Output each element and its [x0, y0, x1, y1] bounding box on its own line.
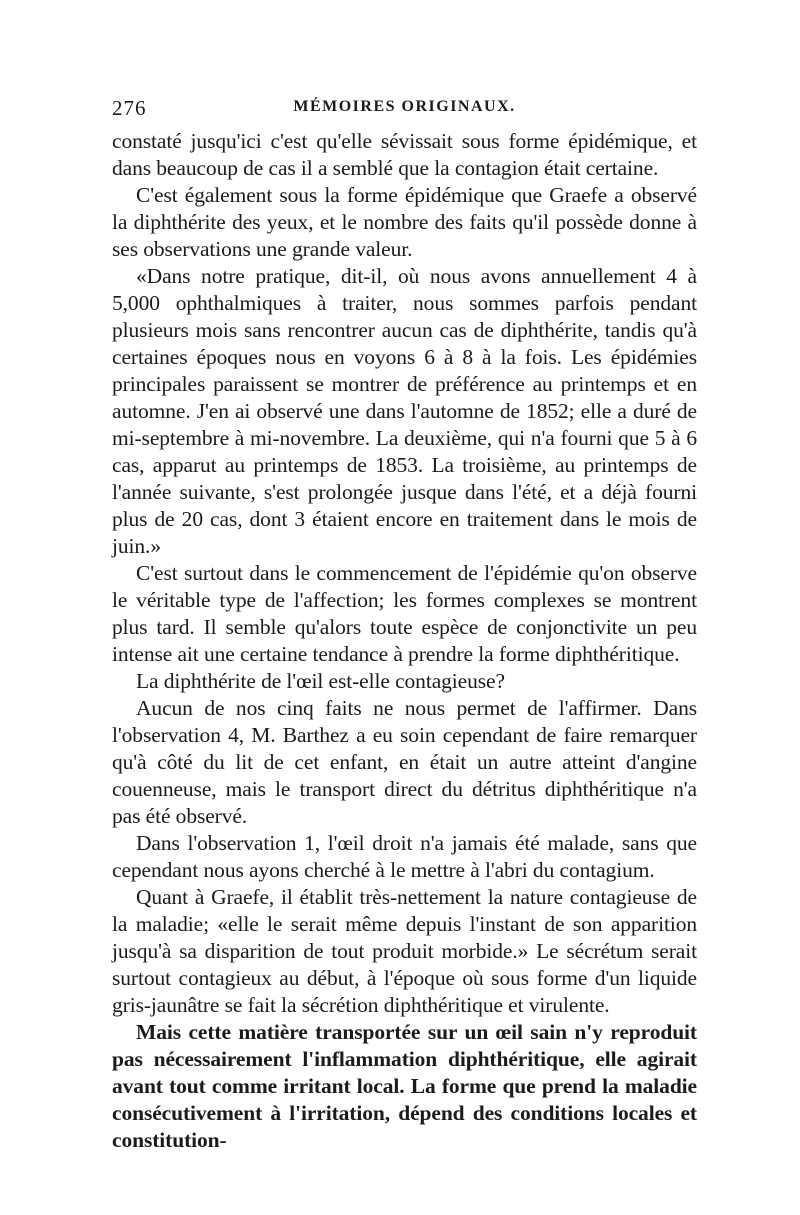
page-number: 276 [112, 96, 147, 120]
paragraph-observation-1: Dans l'observation 1, l'œil droit n'a jamais été malade, sans que cependant nous ayons cherché à le mettre à l'abri du contagium. [112, 831, 697, 882]
paragraph-graefe-contagious: Quant à Graefe, il établit très-nettement la nature contagieuse de la maladie; «elle le serait même depuis l'instant de son apparition jusqu'à sa disparition de tout produit morbide.» Le sécrétum serait surtout contagieux au début, à l'époque où sous forme d'un liquide gris-jaunâtre se fait la sécrétion diphthéritique et virulente. [112, 885, 697, 1017]
body-text [112, 128, 697, 1154]
running-title: MÉMOIRES ORIGINAUX. [293, 98, 516, 115]
paragraph-contagion-question: La diphthérite de l'œil est-elle contagieuse? [136, 669, 505, 693]
paragraph-local-irritant: Mais cette matière transportée sur un œil sain n'y reproduit pas nécessairement l'inflammation diphthéritique, elle agirait avant tout comme irritant local. La forme que prend la maladie consécutivement à l'irritation, dépend des conditions locales et constitution- [112, 1020, 697, 1152]
paragraph-continuation: constaté jusqu'ici c'est qu'elle sévissait sous forme épidémique, et dans beaucoup de cas il a semblé que la contagion était certaine. [112, 129, 697, 180]
paragraph-graefe-quote: «Dans notre pratique, dit-il, où nous avons annuellement 4 à 5,000 ophthalmiques à traiter, nous sommes parfois pendant plusieurs mois sans rencontrer aucun cas de diphthérite, tandis qu'à certaines époques nous en voyons 6 à 8 à la fois. Les épidémies principales paraissent se montrer de préférence au printemps et en automne. J'en ai observé une dans l'automne de 1852; elle a duré de mi-septembre à mi-novembre. La deuxième, qui n'a fourni que 5 à 6 cas, apparut au printemps de 1853. La troisième, au printemps de l'année suivante, s'est prolongée jusque dans l'été, et a déjà fourni plus de 20 cas, dont 3 étaient encore en traitement dans le mois de juin.» [112, 264, 697, 558]
paragraph-five-cases: Aucun de nos cinq faits ne nous permet de l'affirmer. Dans l'observation 4, M. Barthez a eu soin cependant de faire remarquer qu'à côté du lit de cet enfant, en était un autre atteint d'angine couenneuse, mais le transport direct du détritus diphthéritique n'a pas été observé. [112, 696, 697, 828]
paragraph-epidemic-onset: C'est surtout dans le commencement de l'épidémie qu'on observe le véritable type de l'affection; les formes complexes se montrent plus tard. Il semble qu'alors toute espèce de conjonctivite un peu intense ait une certaine tendance à prendre la forme diphthéritique. [112, 561, 697, 666]
page-header [112, 96, 697, 126]
paragraph-graefe-epidemic: C'est également sous la forme épidémique que Graefe a observé la diphthérite des yeux, et le nombre des faits qu'il possède donne à ses observations une grande valeur. [112, 183, 697, 261]
